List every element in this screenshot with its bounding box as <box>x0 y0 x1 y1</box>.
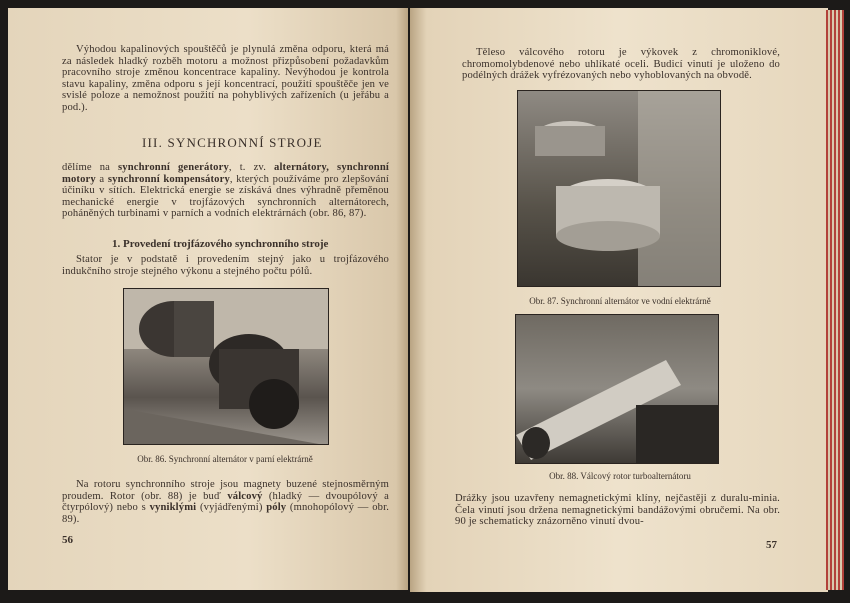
figure-88-photo <box>515 314 719 464</box>
page-number-left: 56 <box>62 534 73 546</box>
paragraph-text: Výhodou kapalinových spouštěčů je plynulá změna odporu, která má za následek hladký rozběh motoru a možnost přizpůsobení požadavkům pracovního stroje změnou koncentrace kapaliny. Nevýhodou je kontrola stavu kapaliny, změna odporu s její koncentrací, použití spouštěče jen ve svislé poloze a nemožnost použití na pohyblivých zařízeních (u jeřábu a pod.). <box>62 44 389 113</box>
paragraph-text: Drážky jsou uzavřeny nemagnetickými klíny, nejčastěji z duralu-minia. Čela vinutí jsou držena nemagnetickými bandážovými obručemi. Na obr. 90 je schematicky znázorněno vinutí dvou- <box>455 493 780 528</box>
left-paragraph-1 <box>62 44 389 114</box>
figure-87-caption: Obr. 87. Synchronní alternátor ve vodní elektrárně <box>529 296 711 306</box>
paragraph-text: Těleso válcového rotoru je výkovek z chromoniklové, chromomolybdenové nebo uhlíkaté oceli. Budicí vinutí je uloženo do podélných drážek vyfrézovaných nebo vyhoblovaných na obvodě. <box>462 47 780 82</box>
left-paragraph-2 <box>62 162 389 220</box>
section-subheading: 1. Provedení trojfázového synchronního stroje <box>112 238 329 250</box>
right-paragraph-1 <box>462 47 780 82</box>
paragraph-text: Stator je v podstatě i provedením stejný jako u trojfázového indukčního stroje stejného výkonu a stejného počtu pólů. <box>62 254 389 277</box>
page-edges <box>826 10 844 590</box>
bold-term: vyniklými <box>149 502 197 514</box>
figure-86-photo <box>123 288 329 445</box>
bold-term: póly <box>266 502 287 514</box>
right-paragraph-2 <box>455 493 780 528</box>
paragraph-text: dělíme na synchronní generátory, t. zv. alternátory, synchronní motory a synchronní kompensátory, kterých používáme pro zlepšování účiníku v sítích. Elektrická energie se získává dnes výhradně přeměnou mechanické energie v trojfázových synchronních alternátorech, poháněných turbinami v parních a vodních elektrárnách (obr. 86, 87). <box>62 162 390 220</box>
figure-87-photo <box>517 90 721 287</box>
bold-term: alternátory, synchronní motory <box>62 162 389 185</box>
figure-88-caption: Obr. 88. Válcový rotor turboalternátoru <box>549 471 691 481</box>
figure-86-caption: Obr. 86. Synchronní alternátor v parní elektrárně <box>137 454 313 464</box>
chapter-heading: III. SYNCHRONNÍ STROJE <box>142 135 323 150</box>
bold-term: synchronní kompensátory <box>107 173 230 185</box>
bold-term: synchronní generátory <box>118 162 229 173</box>
bold-term: válcový <box>227 490 263 502</box>
left-paragraph-3 <box>62 254 389 277</box>
paragraph-text: Na rotoru synchronního stroje jsou magnety buzené stejnosměrným proudem. Rotor (obr. 88) je buď válcový (hladký — dvoupólový a čtyrpólový) nebo s vyniklými (vyjádřenými) póly (mnohopólový — obr. 89). <box>62 479 389 525</box>
left-paragraph-4 <box>62 479 389 525</box>
page-number-right: 57 <box>766 539 777 551</box>
